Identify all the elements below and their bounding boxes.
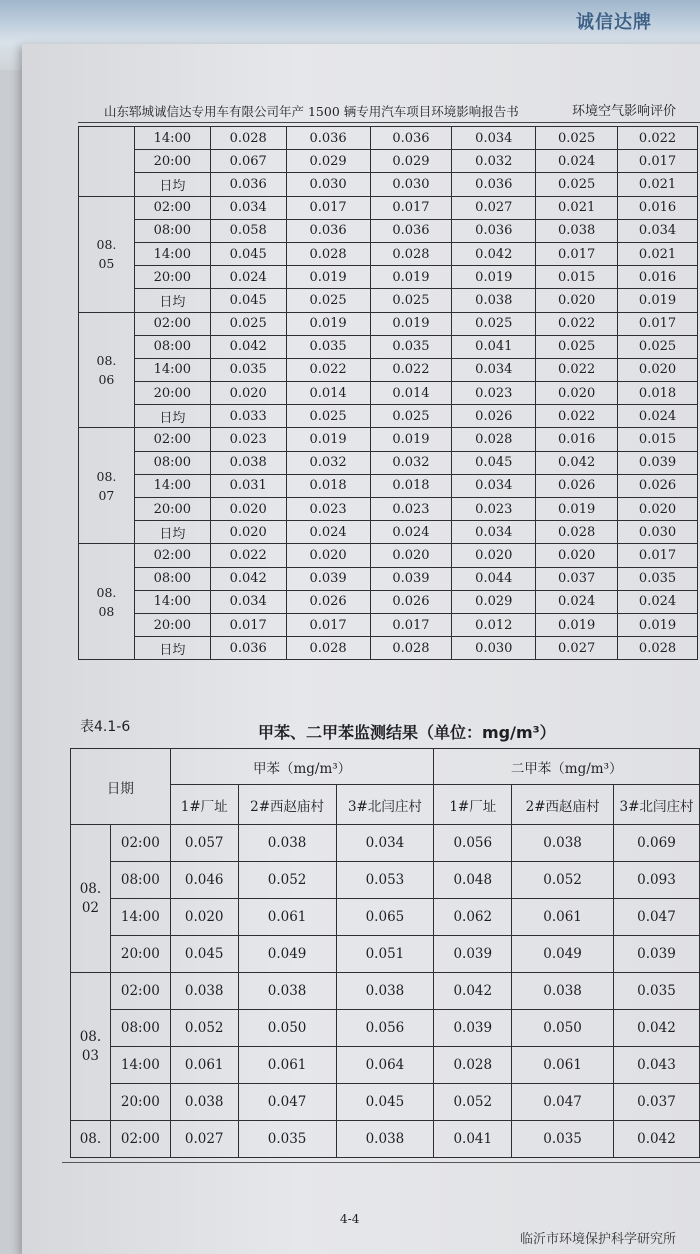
value-cell: 0.023 [452, 498, 536, 521]
value-cell: 0.020 [536, 382, 618, 405]
value-cell: 0.041 [452, 335, 536, 358]
value-cell: 0.021 [618, 173, 698, 196]
table-row [79, 266, 698, 289]
value-cell: 0.019 [370, 428, 452, 451]
value-cell: 0.019 [370, 266, 452, 289]
footer-institution: 临沂市环境保护科学研究所 [520, 1232, 677, 1247]
header-section-title: 环境空气影响评价 [571, 104, 676, 119]
value-cell: 0.061 [512, 1047, 614, 1084]
value-cell: 0.039 [614, 936, 700, 973]
value-cell: 0.019 [286, 266, 370, 289]
value-cell: 0.064 [336, 1047, 434, 1084]
value-cell: 0.065 [336, 899, 434, 936]
time-cell: 02:00 [134, 428, 210, 451]
time-cell: 14:00 [134, 127, 210, 150]
value-cell: 0.017 [618, 150, 698, 173]
footer-rule [62, 1162, 700, 1163]
header-report-title: 山东郓城诚信达专用车有限公司年产 1500 辆专用汽车项目环境影响报告书 [104, 104, 519, 119]
time-cell: 20:00 [134, 266, 210, 289]
table-row [79, 521, 698, 544]
site-header: 1#厂址 [170, 785, 238, 825]
value-cell: 0.035 [614, 973, 700, 1010]
value-cell: 0.036 [210, 637, 286, 660]
value-cell: 0.045 [336, 1084, 434, 1121]
value-cell: 0.029 [452, 590, 536, 613]
value-cell: 0.024 [536, 590, 618, 613]
value-cell: 0.028 [536, 521, 618, 544]
time-cell: 08:00 [110, 862, 170, 899]
value-cell: 0.021 [536, 196, 618, 219]
time-cell: 20:00 [134, 150, 210, 173]
table-title: 甲苯、二甲苯监测结果（单位：mg/m³） [258, 723, 556, 742]
value-cell: 0.036 [286, 127, 370, 150]
value-cell: 0.038 [238, 825, 336, 862]
value-cell: 0.041 [434, 1121, 512, 1158]
value-cell: 0.017 [210, 613, 286, 636]
value-cell: 0.045 [452, 451, 536, 474]
value-cell: 0.031 [210, 474, 286, 497]
date-cell: 08. 03 [71, 973, 111, 1121]
value-cell: 0.027 [170, 1121, 238, 1158]
value-cell: 0.020 [210, 498, 286, 521]
time-cell: 08:00 [134, 567, 210, 590]
site-header: 3#北闫庄村 [614, 785, 700, 825]
value-cell: 0.022 [286, 358, 370, 381]
value-cell: 0.044 [452, 567, 536, 590]
table-row [79, 358, 698, 381]
value-cell: 0.021 [618, 242, 698, 265]
value-cell: 0.038 [210, 451, 286, 474]
date-header: 日期 [71, 749, 171, 825]
value-cell: 0.046 [170, 862, 238, 899]
site-header: 1#厂址 [434, 785, 512, 825]
date-cell: 08. 08 [79, 544, 135, 660]
value-cell: 0.061 [512, 899, 614, 936]
value-cell: 0.039 [434, 936, 512, 973]
value-cell: 0.016 [536, 428, 618, 451]
value-cell: 0.061 [238, 899, 336, 936]
value-cell: 0.042 [614, 1121, 700, 1158]
value-cell: 0.042 [452, 242, 536, 265]
time-cell: 02:00 [134, 196, 210, 219]
monitoring-table-continued [78, 126, 698, 660]
value-cell: 0.017 [618, 312, 698, 335]
value-cell: 0.051 [336, 936, 434, 973]
table-row [79, 196, 698, 219]
value-cell: 0.025 [452, 312, 536, 335]
value-cell: 0.037 [536, 567, 618, 590]
value-cell: 0.023 [452, 382, 536, 405]
value-cell: 0.035 [238, 1121, 336, 1158]
value-cell: 0.048 [434, 862, 512, 899]
value-cell: 0.022 [618, 127, 698, 150]
table-row [79, 451, 698, 474]
value-cell: 0.019 [286, 312, 370, 335]
time-cell: 14:00 [134, 358, 210, 381]
value-cell: 0.020 [286, 544, 370, 567]
value-cell: 0.069 [614, 825, 700, 862]
value-cell: 0.019 [536, 498, 618, 521]
date-cell [79, 127, 135, 197]
value-cell: 0.034 [210, 590, 286, 613]
value-cell: 0.024 [370, 521, 452, 544]
value-cell: 0.026 [370, 590, 452, 613]
value-cell: 0.036 [370, 219, 452, 242]
value-cell: 0.093 [614, 862, 700, 899]
value-cell: 0.039 [286, 567, 370, 590]
value-cell: 0.052 [170, 1010, 238, 1047]
date-cell: 08. 06 [79, 312, 135, 428]
value-cell: 0.028 [370, 242, 452, 265]
value-cell: 0.038 [170, 973, 238, 1010]
value-cell: 0.030 [452, 637, 536, 660]
time-cell: 14:00 [110, 1047, 170, 1084]
value-cell: 0.026 [536, 474, 618, 497]
value-cell: 0.023 [370, 498, 452, 521]
value-cell: 0.029 [370, 150, 452, 173]
table-row [79, 544, 698, 567]
date-cell: 08. 05 [79, 196, 135, 312]
value-cell: 0.034 [452, 358, 536, 381]
table2-body [71, 825, 700, 1158]
time-cell: 20:00 [110, 936, 170, 973]
table-row [79, 405, 698, 428]
value-cell: 0.049 [238, 936, 336, 973]
value-cell: 0.026 [618, 474, 698, 497]
value-cell: 0.053 [336, 862, 434, 899]
value-cell: 0.025 [286, 405, 370, 428]
value-cell: 0.026 [452, 405, 536, 428]
value-cell: 0.042 [210, 335, 286, 358]
date-cell: 08. 02 [71, 825, 111, 973]
value-cell: 0.022 [210, 544, 286, 567]
value-cell: 0.062 [434, 899, 512, 936]
time-cell: 02:00 [134, 312, 210, 335]
time-cell: 08:00 [134, 335, 210, 358]
value-cell: 0.038 [238, 973, 336, 1010]
value-cell: 0.023 [286, 498, 370, 521]
value-cell: 0.042 [536, 451, 618, 474]
value-cell: 0.017 [286, 613, 370, 636]
table-row [71, 899, 700, 936]
value-cell: 0.035 [618, 567, 698, 590]
value-cell: 0.052 [238, 862, 336, 899]
value-cell: 0.020 [452, 544, 536, 567]
value-cell: 0.017 [536, 242, 618, 265]
time-cell: 02:00 [110, 973, 170, 1010]
table-row [71, 1121, 700, 1158]
value-cell: 0.018 [370, 474, 452, 497]
value-cell: 0.034 [210, 196, 286, 219]
toluene-header: 甲苯（mg/m³） [170, 749, 434, 785]
value-cell: 0.057 [170, 825, 238, 862]
value-cell: 0.043 [614, 1047, 700, 1084]
value-cell: 0.024 [618, 405, 698, 428]
page-number: 4-4 [340, 1212, 360, 1226]
time-cell: 20:00 [134, 498, 210, 521]
value-cell: 0.038 [336, 1121, 434, 1158]
value-cell: 0.045 [170, 936, 238, 973]
table-row [71, 1084, 700, 1121]
value-cell: 0.024 [210, 266, 286, 289]
time-cell: 14:00 [110, 899, 170, 936]
time-cell: 日均 [134, 521, 210, 544]
value-cell: 0.056 [336, 1010, 434, 1047]
value-cell: 0.015 [536, 266, 618, 289]
date-cell: 08. 07 [79, 428, 135, 544]
value-cell: 0.018 [618, 382, 698, 405]
value-cell: 0.020 [210, 521, 286, 544]
value-cell: 0.028 [286, 242, 370, 265]
time-cell: 02:00 [110, 1121, 170, 1158]
value-cell: 0.023 [210, 428, 286, 451]
value-cell: 0.025 [618, 335, 698, 358]
table-row [71, 862, 700, 899]
value-cell: 0.022 [536, 358, 618, 381]
time-cell: 日均 [134, 637, 210, 660]
value-cell: 0.028 [434, 1047, 512, 1084]
value-cell: 0.034 [618, 219, 698, 242]
value-cell: 0.028 [618, 637, 698, 660]
date-cell: 08. [71, 1121, 111, 1158]
value-cell: 0.014 [286, 382, 370, 405]
value-cell: 0.033 [210, 405, 286, 428]
value-cell: 0.018 [286, 474, 370, 497]
table-row [71, 973, 700, 1010]
table-row [79, 382, 698, 405]
value-cell: 0.017 [370, 613, 452, 636]
value-cell: 0.030 [618, 521, 698, 544]
table-row [79, 289, 698, 312]
value-cell: 0.025 [536, 127, 618, 150]
value-cell: 0.015 [618, 428, 698, 451]
value-cell: 0.019 [536, 613, 618, 636]
value-cell: 0.067 [210, 150, 286, 173]
value-cell: 0.020 [536, 289, 618, 312]
value-cell: 0.017 [286, 196, 370, 219]
value-cell: 0.038 [452, 289, 536, 312]
value-cell: 0.035 [286, 335, 370, 358]
table-row [79, 613, 698, 636]
value-cell: 0.038 [170, 1084, 238, 1121]
value-cell: 0.016 [618, 196, 698, 219]
value-cell: 0.045 [210, 289, 286, 312]
value-cell: 0.034 [452, 474, 536, 497]
value-cell: 0.036 [210, 173, 286, 196]
value-cell: 0.034 [452, 521, 536, 544]
value-cell: 0.036 [370, 127, 452, 150]
time-cell: 日均 [134, 173, 210, 196]
time-cell: 08:00 [134, 219, 210, 242]
time-cell: 02:00 [134, 544, 210, 567]
table-row [71, 1047, 700, 1084]
value-cell: 0.035 [210, 358, 286, 381]
brand-logo-text: 诚信达牌 [576, 12, 652, 33]
value-cell: 0.025 [370, 405, 452, 428]
value-cell: 0.020 [618, 498, 698, 521]
time-cell: 08:00 [110, 1010, 170, 1047]
value-cell: 0.020 [536, 544, 618, 567]
value-cell: 0.029 [286, 150, 370, 173]
value-cell: 0.034 [452, 127, 536, 150]
value-cell: 0.038 [512, 825, 614, 862]
value-cell: 0.042 [434, 973, 512, 1010]
table-row [71, 1010, 700, 1047]
value-cell: 0.016 [618, 266, 698, 289]
value-cell: 0.047 [614, 899, 700, 936]
time-cell: 日均 [134, 289, 210, 312]
value-cell: 0.028 [286, 637, 370, 660]
value-cell: 0.035 [370, 335, 452, 358]
value-cell: 0.034 [336, 825, 434, 862]
value-cell: 0.042 [210, 567, 286, 590]
value-cell: 0.039 [618, 451, 698, 474]
value-cell: 0.039 [370, 567, 452, 590]
value-cell: 0.017 [618, 544, 698, 567]
table-row [79, 173, 698, 196]
value-cell: 0.032 [370, 451, 452, 474]
value-cell: 0.050 [238, 1010, 336, 1047]
value-cell: 0.024 [618, 590, 698, 613]
value-cell: 0.025 [370, 289, 452, 312]
value-cell: 0.019 [618, 613, 698, 636]
value-cell: 0.050 [512, 1010, 614, 1047]
value-cell: 0.020 [618, 358, 698, 381]
value-cell: 0.039 [434, 1010, 512, 1047]
value-cell: 0.025 [536, 335, 618, 358]
table-row [79, 474, 698, 497]
value-cell: 0.035 [512, 1121, 614, 1158]
time-cell: 02:00 [110, 825, 170, 862]
value-cell: 0.020 [370, 544, 452, 567]
table-row [79, 127, 698, 150]
table-row [71, 825, 700, 862]
value-cell: 0.038 [512, 973, 614, 1010]
value-cell: 0.052 [434, 1084, 512, 1121]
value-cell: 0.026 [286, 590, 370, 613]
value-cell: 0.027 [536, 637, 618, 660]
value-cell: 0.037 [614, 1084, 700, 1121]
value-cell: 0.024 [286, 521, 370, 544]
value-cell: 0.032 [286, 451, 370, 474]
value-cell: 0.036 [452, 219, 536, 242]
time-cell: 14:00 [134, 242, 210, 265]
table-row [79, 242, 698, 265]
value-cell: 0.020 [170, 899, 238, 936]
value-cell: 0.038 [536, 219, 618, 242]
xylene-header: 二甲苯（mg/m³） [434, 749, 700, 785]
time-cell: 14:00 [134, 590, 210, 613]
value-cell: 0.025 [286, 289, 370, 312]
value-cell: 0.028 [210, 127, 286, 150]
table-row [79, 498, 698, 521]
site-header: 2#西赵庙村 [512, 785, 614, 825]
table-row [79, 590, 698, 613]
value-cell: 0.027 [452, 196, 536, 219]
site-header: 2#西赵庙村 [238, 785, 336, 825]
value-cell: 0.019 [452, 266, 536, 289]
value-cell: 0.052 [512, 862, 614, 899]
site-header: 3#北闫庄村 [336, 785, 434, 825]
table1-body [79, 127, 698, 660]
value-cell: 0.022 [536, 405, 618, 428]
time-cell: 20:00 [134, 613, 210, 636]
value-cell: 0.019 [286, 428, 370, 451]
value-cell: 0.024 [536, 150, 618, 173]
time-cell: 08:00 [134, 451, 210, 474]
value-cell: 0.038 [336, 973, 434, 1010]
time-cell: 20:00 [134, 382, 210, 405]
value-cell: 0.045 [210, 242, 286, 265]
table-row [79, 567, 698, 590]
value-cell: 0.028 [370, 637, 452, 660]
table-number: 表4.1-6 [80, 719, 131, 735]
value-cell: 0.020 [210, 382, 286, 405]
table-row [71, 936, 700, 973]
table-row [79, 219, 698, 242]
table-row [79, 150, 698, 173]
value-cell: 0.030 [286, 173, 370, 196]
value-cell: 0.019 [370, 312, 452, 335]
value-cell: 0.036 [452, 173, 536, 196]
value-cell: 0.061 [170, 1047, 238, 1084]
value-cell: 0.030 [370, 173, 452, 196]
value-cell: 0.022 [536, 312, 618, 335]
value-cell: 0.019 [618, 289, 698, 312]
value-cell: 0.022 [370, 358, 452, 381]
value-cell: 0.014 [370, 382, 452, 405]
value-cell: 0.025 [210, 312, 286, 335]
value-cell: 0.012 [452, 613, 536, 636]
toluene-xylene-table [70, 748, 700, 1158]
value-cell: 0.025 [536, 173, 618, 196]
value-cell: 0.056 [434, 825, 512, 862]
value-cell: 0.032 [452, 150, 536, 173]
table-row [79, 335, 698, 358]
value-cell: 0.049 [512, 936, 614, 973]
time-cell: 日均 [134, 405, 210, 428]
time-cell: 14:00 [134, 474, 210, 497]
running-header [78, 100, 700, 123]
value-cell: 0.017 [370, 196, 452, 219]
value-cell: 0.047 [512, 1084, 614, 1121]
value-cell: 0.028 [452, 428, 536, 451]
value-cell: 0.042 [614, 1010, 700, 1047]
value-cell: 0.061 [238, 1047, 336, 1084]
time-cell: 20:00 [110, 1084, 170, 1121]
table-row [79, 637, 698, 660]
value-cell: 0.047 [238, 1084, 336, 1121]
table-row [79, 312, 698, 335]
value-cell: 0.058 [210, 219, 286, 242]
value-cell: 0.036 [286, 219, 370, 242]
table-row [79, 428, 698, 451]
